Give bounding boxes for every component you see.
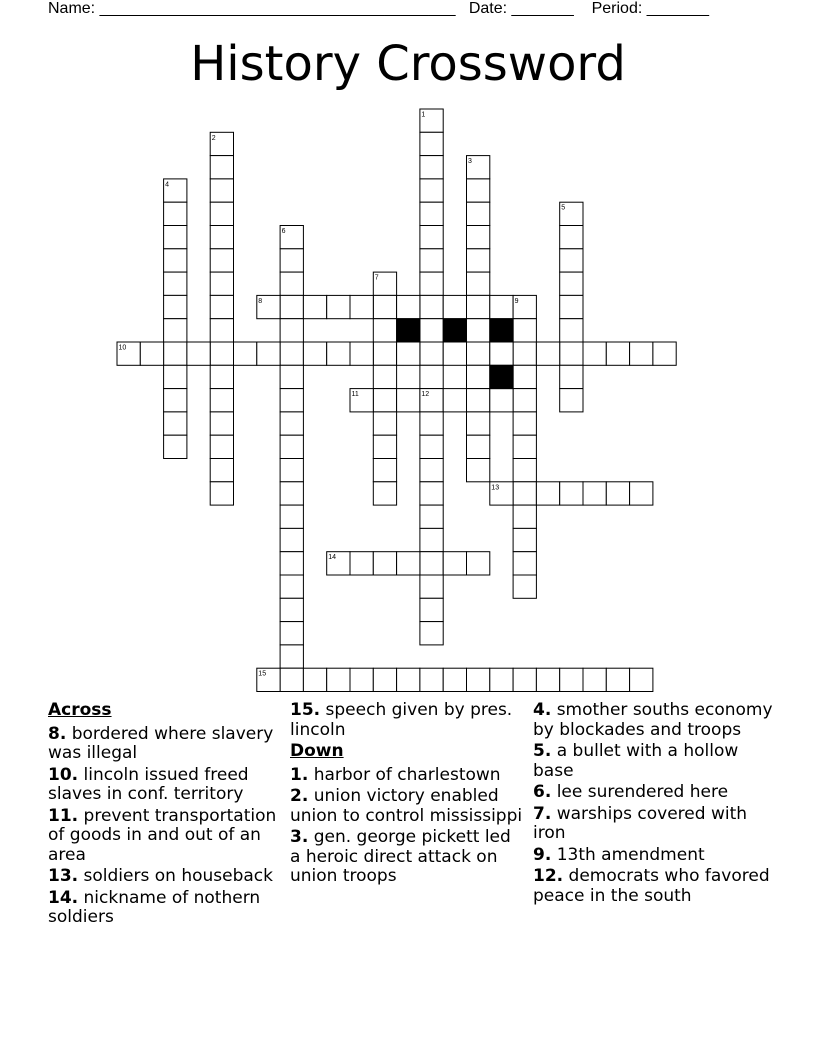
grid-cell[interactable] bbox=[536, 668, 559, 691]
clue-item: 1. harbor of charlestown bbox=[290, 764, 501, 785]
clue-number-label: 14 bbox=[328, 554, 336, 562]
grid-cell[interactable] bbox=[164, 365, 187, 388]
grid-cell[interactable] bbox=[560, 389, 583, 412]
clue-column-1 bbox=[48, 701, 288, 930]
grid-cell[interactable] bbox=[653, 342, 676, 365]
grid-cell[interactable] bbox=[467, 668, 490, 691]
grid-cell[interactable] bbox=[467, 179, 490, 202]
clue-item: 13. soldiers on houseback bbox=[48, 866, 273, 886]
grid-cell[interactable] bbox=[280, 528, 303, 551]
grid-cell[interactable] bbox=[210, 226, 233, 249]
grid-cell[interactable] bbox=[420, 179, 443, 202]
grid-cell[interactable] bbox=[560, 295, 583, 318]
grid-cell[interactable] bbox=[606, 342, 629, 365]
grid-cell[interactable] bbox=[443, 668, 466, 691]
grid-cell[interactable] bbox=[443, 342, 466, 365]
grid-cell[interactable] bbox=[467, 552, 490, 575]
grid-cell[interactable] bbox=[443, 389, 466, 412]
grid-cell[interactable] bbox=[513, 528, 536, 551]
grid-cell[interactable] bbox=[630, 668, 653, 691]
grid-cell[interactable] bbox=[420, 622, 443, 645]
grid-cell[interactable] bbox=[280, 389, 303, 412]
clue-item: 3. gen. george pickett led a heroic direct attack on union troops bbox=[290, 827, 511, 886]
grid-cell[interactable] bbox=[280, 295, 303, 318]
clue-item: 7. warships covered with iron bbox=[533, 803, 748, 843]
grid-cell[interactable] bbox=[280, 319, 303, 342]
black-cell bbox=[397, 319, 420, 342]
grid-cell[interactable] bbox=[420, 365, 443, 388]
grid-cell[interactable] bbox=[140, 342, 163, 365]
grid-cell[interactable] bbox=[420, 552, 443, 575]
clue-item: 4. smother souths economy by blockades and troops bbox=[533, 700, 773, 740]
clue-item: 6. lee surendered here bbox=[533, 782, 729, 802]
grid-cell[interactable] bbox=[420, 132, 443, 155]
grid-cell[interactable] bbox=[513, 435, 536, 458]
grid-cell[interactable] bbox=[280, 412, 303, 435]
grid-cell[interactable] bbox=[303, 342, 326, 365]
grid-cell[interactable] bbox=[606, 482, 629, 505]
grid-cell[interactable] bbox=[373, 412, 396, 435]
grid-cell[interactable] bbox=[420, 319, 443, 342]
grid-cell[interactable] bbox=[164, 249, 187, 272]
clue-number-label: 13 bbox=[491, 484, 500, 492]
clue-number-label: 5 bbox=[561, 204, 566, 212]
clue-column-3 bbox=[533, 701, 773, 908]
grid-cell[interactable] bbox=[490, 668, 513, 691]
grid-cell[interactable] bbox=[373, 552, 396, 575]
grid-cell[interactable] bbox=[164, 295, 187, 318]
grid-cell[interactable] bbox=[606, 668, 629, 691]
grid-cell[interactable] bbox=[583, 342, 606, 365]
grid-cell[interactable] bbox=[420, 435, 443, 458]
grid-cell[interactable] bbox=[467, 272, 490, 295]
grid-cell[interactable] bbox=[536, 342, 559, 365]
grid-cell[interactable] bbox=[280, 249, 303, 272]
grid-cell[interactable] bbox=[397, 295, 420, 318]
down-heading: Down bbox=[290, 741, 344, 761]
black-cell bbox=[490, 365, 513, 388]
clue-number-label: 15 bbox=[258, 670, 267, 678]
grid-cell[interactable] bbox=[467, 319, 490, 342]
grid-cell[interactable] bbox=[280, 459, 303, 482]
grid-cell[interactable] bbox=[280, 598, 303, 621]
grid-cell[interactable] bbox=[513, 389, 536, 412]
grid-cell[interactable] bbox=[420, 202, 443, 225]
grid-cell[interactable] bbox=[280, 365, 303, 388]
grid-cell[interactable] bbox=[280, 482, 303, 505]
grid-cell[interactable] bbox=[280, 668, 303, 691]
grid-cell[interactable] bbox=[420, 598, 443, 621]
grid-cell[interactable] bbox=[420, 482, 443, 505]
grid-cell[interactable] bbox=[420, 528, 443, 551]
grid-cell[interactable] bbox=[350, 295, 373, 318]
clue-number-label: 10 bbox=[118, 344, 127, 352]
grid-cell[interactable] bbox=[210, 389, 233, 412]
grid-cell[interactable] bbox=[420, 412, 443, 435]
grid-cell[interactable] bbox=[397, 342, 420, 365]
grid-cell[interactable] bbox=[467, 295, 490, 318]
grid-cell[interactable] bbox=[560, 272, 583, 295]
clue-column-2 bbox=[290, 701, 526, 889]
grid-cell[interactable] bbox=[630, 342, 653, 365]
grid-cell[interactable] bbox=[210, 435, 233, 458]
grid-cell[interactable] bbox=[280, 645, 303, 668]
grid-cell[interactable] bbox=[467, 365, 490, 388]
grid-cell[interactable] bbox=[210, 459, 233, 482]
clue-item: 9. 13th amendment bbox=[533, 844, 705, 865]
grid-cell[interactable] bbox=[303, 668, 326, 691]
grid-cell[interactable] bbox=[210, 482, 233, 505]
grid-cell[interactable] bbox=[373, 319, 396, 342]
grid-cell[interactable] bbox=[164, 389, 187, 412]
grid-cell[interactable] bbox=[513, 552, 536, 575]
clue-item: 14. nickname of nothern soldiers bbox=[48, 887, 261, 927]
grid-cell[interactable] bbox=[280, 575, 303, 598]
grid-cell[interactable] bbox=[420, 575, 443, 598]
grid-cell[interactable] bbox=[467, 459, 490, 482]
black-cell bbox=[443, 319, 466, 342]
clue-item: 12. democrats who favored peace in the south bbox=[533, 866, 770, 906]
grid-cell[interactable] bbox=[373, 365, 396, 388]
grid-cell[interactable] bbox=[373, 295, 396, 318]
grid-cell[interactable] bbox=[630, 482, 653, 505]
grid-cell[interactable] bbox=[513, 575, 536, 598]
grid-cell[interactable] bbox=[420, 226, 443, 249]
clue-number-label: 11 bbox=[351, 391, 359, 399]
grid-cell[interactable] bbox=[187, 342, 210, 365]
grid-cell[interactable] bbox=[513, 668, 536, 691]
grid-cell[interactable] bbox=[210, 412, 233, 435]
grid-cell[interactable] bbox=[467, 412, 490, 435]
grid-cell[interactable] bbox=[210, 272, 233, 295]
grid-cell[interactable] bbox=[420, 342, 443, 365]
grid-cell[interactable] bbox=[467, 435, 490, 458]
grid-cell[interactable] bbox=[164, 342, 187, 365]
grid-cell[interactable] bbox=[490, 342, 513, 365]
grid-cell[interactable] bbox=[210, 202, 233, 225]
grid-cell[interactable] bbox=[210, 319, 233, 342]
grid-cell[interactable] bbox=[583, 482, 606, 505]
grid-cell[interactable] bbox=[350, 668, 373, 691]
grid-cell[interactable] bbox=[420, 272, 443, 295]
grid-cell[interactable] bbox=[583, 668, 606, 691]
grid-cell[interactable] bbox=[373, 389, 396, 412]
grid-cell[interactable] bbox=[513, 482, 536, 505]
grid-cell[interactable] bbox=[280, 552, 303, 575]
grid-cell[interactable] bbox=[467, 202, 490, 225]
grid-cell[interactable] bbox=[350, 552, 373, 575]
clue-item: 10. lincoln issued freed slaves in conf. territory bbox=[48, 764, 249, 804]
student-info-line: Name: ________________________________________ Date: _______ Period: _______ bbox=[48, 0, 710, 17]
grid-cell[interactable] bbox=[280, 505, 303, 528]
grid-cell[interactable] bbox=[280, 342, 303, 365]
clue-number-label: 2 bbox=[211, 134, 216, 142]
grid-cell[interactable] bbox=[350, 342, 373, 365]
grid-cell[interactable] bbox=[420, 249, 443, 272]
grid-cell[interactable] bbox=[397, 552, 420, 575]
grid-cell[interactable] bbox=[536, 482, 559, 505]
clue-number-label: 6 bbox=[281, 228, 286, 235]
grid-cell[interactable] bbox=[560, 365, 583, 388]
grid-cell[interactable] bbox=[560, 249, 583, 272]
grid-cell[interactable] bbox=[397, 668, 420, 691]
clue-number-label: 7 bbox=[374, 274, 379, 282]
clue-number-label: 12 bbox=[421, 391, 430, 399]
grid-cell[interactable] bbox=[210, 365, 233, 388]
grid-cell[interactable] bbox=[373, 482, 396, 505]
grid-cell[interactable] bbox=[490, 389, 513, 412]
across-heading: Across bbox=[48, 700, 112, 720]
grid-cell[interactable] bbox=[513, 342, 536, 365]
grid-cell[interactable] bbox=[513, 319, 536, 342]
grid-cell[interactable] bbox=[280, 435, 303, 458]
grid-cell[interactable] bbox=[560, 226, 583, 249]
clue-item: 15. speech given by pres. lincoln bbox=[290, 700, 513, 740]
grid-cell[interactable] bbox=[327, 342, 350, 365]
black-cell bbox=[490, 319, 513, 342]
clue-number-label: 9 bbox=[514, 297, 519, 305]
clue-item: 5. a bullet with a hollow base bbox=[533, 741, 739, 781]
grid-cell[interactable] bbox=[513, 505, 536, 528]
grid-cell[interactable] bbox=[560, 668, 583, 691]
grid-cell[interactable] bbox=[373, 342, 396, 365]
grid-cell[interactable] bbox=[373, 435, 396, 458]
grid-cell[interactable] bbox=[164, 435, 187, 458]
grid-cell[interactable] bbox=[420, 156, 443, 179]
clue-item: 11. prevent transportation of goods in and out of an area bbox=[48, 805, 277, 865]
grid-cell[interactable] bbox=[467, 389, 490, 412]
grid-cell[interactable] bbox=[420, 295, 443, 318]
clue-number-label: 4 bbox=[165, 181, 170, 189]
grid-cell[interactable] bbox=[210, 295, 233, 318]
grid-cell[interactable] bbox=[327, 295, 350, 318]
grid-cell[interactable] bbox=[210, 179, 233, 202]
grid-cell[interactable] bbox=[560, 482, 583, 505]
grid-cell[interactable] bbox=[373, 459, 396, 482]
grid-cell[interactable] bbox=[513, 412, 536, 435]
grid-cell[interactable] bbox=[303, 295, 326, 318]
grid-cell[interactable] bbox=[164, 226, 187, 249]
grid-cell[interactable] bbox=[210, 342, 233, 365]
grid-cell[interactable] bbox=[164, 202, 187, 225]
grid-cell[interactable] bbox=[397, 389, 420, 412]
grid-cell[interactable] bbox=[560, 342, 583, 365]
grid-cell[interactable] bbox=[490, 295, 513, 318]
grid-cell[interactable] bbox=[420, 505, 443, 528]
grid-cell[interactable] bbox=[164, 319, 187, 342]
clue-number-label: 3 bbox=[468, 158, 472, 166]
grid-cell[interactable] bbox=[443, 295, 466, 318]
page-title: History Crossword bbox=[190, 36, 626, 92]
grid-cell[interactable] bbox=[560, 319, 583, 342]
grid-cell[interactable] bbox=[234, 342, 257, 365]
grid-cell[interactable] bbox=[443, 552, 466, 575]
grid-cell[interactable] bbox=[467, 249, 490, 272]
clue-number-label: 8 bbox=[258, 297, 263, 305]
grid-cell[interactable] bbox=[280, 622, 303, 645]
grid-cell[interactable] bbox=[210, 249, 233, 272]
clue-item: 2. union victory enabled union to control mississippi bbox=[290, 786, 523, 826]
grid-cell[interactable] bbox=[164, 412, 187, 435]
grid-cell[interactable] bbox=[420, 668, 443, 691]
grid-cell[interactable] bbox=[257, 342, 280, 365]
grid-cell[interactable] bbox=[280, 272, 303, 295]
grid-cell[interactable] bbox=[164, 272, 187, 295]
grid-cell[interactable] bbox=[327, 668, 350, 691]
clue-number-label: 1 bbox=[421, 111, 426, 119]
grid-cell[interactable] bbox=[467, 226, 490, 249]
grid-cell[interactable] bbox=[420, 459, 443, 482]
grid-cell[interactable] bbox=[373, 668, 396, 691]
grid-cell[interactable] bbox=[513, 365, 536, 388]
grid-cell[interactable] bbox=[210, 156, 233, 179]
clue-item: 8. bordered where slavery was illegal bbox=[48, 723, 274, 763]
grid-cell[interactable] bbox=[513, 459, 536, 482]
grid-cell[interactable] bbox=[467, 342, 490, 365]
